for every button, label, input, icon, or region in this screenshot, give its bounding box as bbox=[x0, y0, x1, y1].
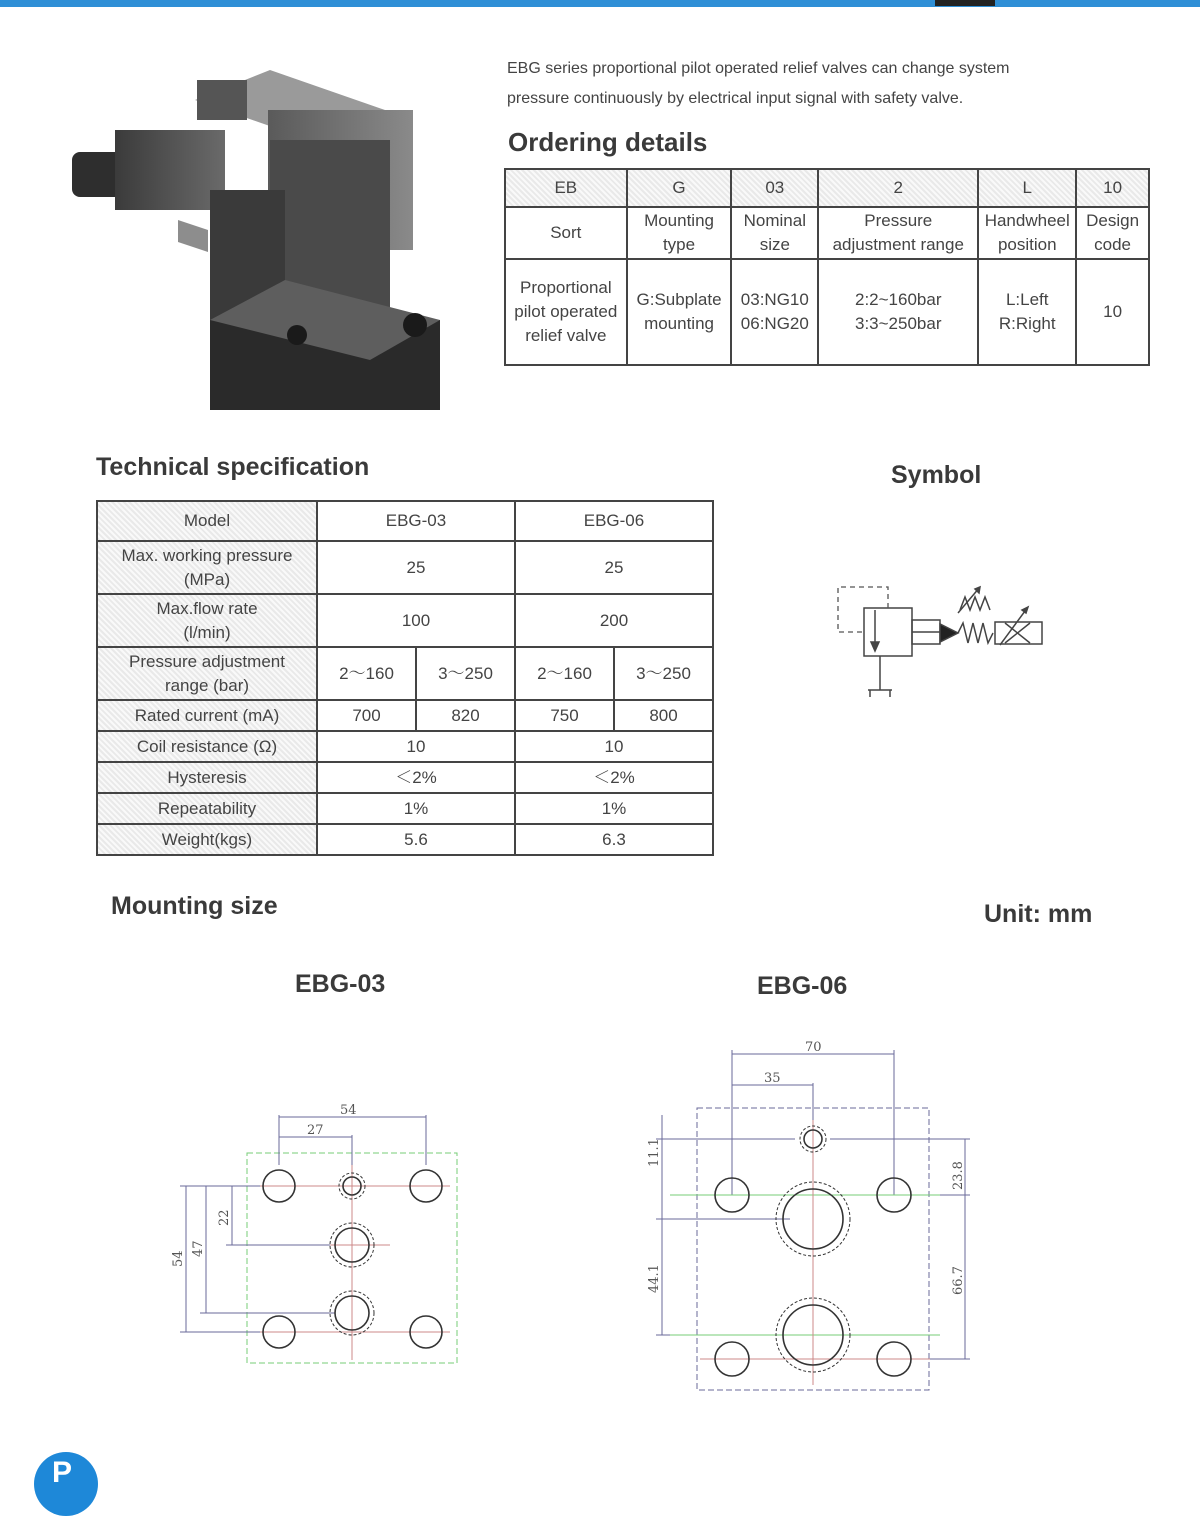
description-line-1: EBG series proportional pilot operated relief valves can change system bbox=[507, 60, 1010, 77]
brand-logo bbox=[34, 1452, 98, 1516]
spec-value: 10 bbox=[515, 731, 713, 762]
code-cell: L bbox=[978, 169, 1076, 207]
spec-value: 10 bbox=[317, 731, 515, 762]
spec-value: ＜2% bbox=[515, 762, 713, 793]
code-row bbox=[505, 169, 1149, 207]
text: Max. working pressure bbox=[121, 545, 293, 565]
dim-54-top: 54 bbox=[340, 1103, 357, 1118]
text: position bbox=[997, 235, 1057, 254]
spec-value: 800 bbox=[614, 700, 713, 731]
valve-product-photo bbox=[60, 70, 450, 420]
row-label: Repeatability bbox=[97, 793, 317, 824]
header-nominal-size bbox=[731, 207, 818, 259]
top-accent-bar bbox=[0, 0, 1200, 7]
dim-54-side: 54 bbox=[171, 1250, 186, 1267]
text: Pressure adjustment bbox=[129, 651, 285, 671]
spec-value: 5.6 bbox=[317, 824, 515, 855]
text: adjustment range bbox=[832, 235, 964, 254]
text: L:Left bbox=[1005, 290, 1049, 309]
dim-11-1: 11.1 bbox=[647, 1138, 662, 1167]
code-cell: EB bbox=[505, 169, 627, 207]
dim-70: 70 bbox=[805, 1040, 822, 1055]
text: G:Subplate bbox=[636, 290, 722, 309]
value-mounting bbox=[627, 259, 732, 365]
text: 3:3~250bar bbox=[855, 314, 942, 333]
text: relief valve bbox=[525, 326, 607, 345]
header-mounting-type bbox=[627, 207, 732, 259]
text: Mounting bbox=[644, 211, 714, 230]
code-cell: G bbox=[627, 169, 732, 207]
value-size bbox=[731, 259, 818, 365]
row-label: Hysteresis bbox=[97, 762, 317, 793]
top-tab-marker bbox=[935, 0, 995, 6]
description-line-2: pressure continuously by electrical input signal with safety valve. bbox=[507, 90, 964, 107]
dim-66-7: 66.7 bbox=[951, 1266, 966, 1295]
row-label bbox=[97, 647, 317, 700]
text: Handwheel bbox=[984, 211, 1070, 230]
text: range (bar) bbox=[164, 675, 250, 695]
text: 06:NG20 bbox=[740, 314, 809, 333]
text: code bbox=[1094, 235, 1132, 254]
model-ebg06: EBG-06 bbox=[515, 501, 713, 541]
dim-44-1: 44.1 bbox=[647, 1264, 662, 1293]
header-row bbox=[505, 207, 1149, 259]
spec-value: 2～160 bbox=[317, 647, 416, 700]
spec-value: ＜2% bbox=[317, 762, 515, 793]
spec-value: 700 bbox=[317, 700, 416, 731]
spec-value: 750 bbox=[515, 700, 614, 731]
row-label: Rated current (mA) bbox=[97, 700, 317, 731]
header-handwheel bbox=[978, 207, 1076, 259]
code-cell: 03 bbox=[731, 169, 818, 207]
technical-spec-heading: Technical specification bbox=[96, 453, 370, 481]
text: type bbox=[662, 235, 696, 254]
dim-23-8: 23.8 bbox=[951, 1161, 966, 1190]
text: Proportional bbox=[519, 278, 612, 297]
spec-value: 2～160 bbox=[515, 647, 614, 700]
spec-value: 100 bbox=[317, 594, 515, 647]
text: (l/min) bbox=[183, 622, 231, 642]
dim-27: 27 bbox=[307, 1123, 324, 1138]
header-design-code bbox=[1076, 207, 1149, 259]
model-label: Model bbox=[97, 501, 317, 541]
spec-value: 25 bbox=[515, 541, 713, 594]
text: R:Right bbox=[998, 314, 1056, 333]
code-cell: 2 bbox=[818, 169, 978, 207]
header-sort bbox=[505, 207, 627, 259]
hydraulic-symbol-diagram bbox=[830, 575, 1050, 705]
symbol-heading: Symbol bbox=[891, 461, 982, 489]
spec-value: 820 bbox=[416, 700, 515, 731]
ebg06-mounting-drawing bbox=[640, 1035, 980, 1395]
mounting-size-heading: Mounting size bbox=[111, 892, 278, 920]
spec-value: 3～250 bbox=[416, 647, 515, 700]
text: mounting bbox=[644, 314, 714, 333]
spec-value: 1% bbox=[317, 793, 515, 824]
text: pilot operated bbox=[514, 302, 618, 321]
ebg03-mounting-drawing bbox=[160, 1095, 470, 1375]
value-pressure bbox=[818, 259, 978, 365]
row-label bbox=[97, 594, 317, 647]
row-label: Coil resistance (Ω) bbox=[97, 731, 317, 762]
code-cell: 10 bbox=[1076, 169, 1149, 207]
value-handwheel bbox=[978, 259, 1076, 365]
row-label: Weight(kgs) bbox=[97, 824, 317, 855]
text: size bbox=[759, 235, 790, 254]
dim-47: 47 bbox=[191, 1240, 206, 1257]
ebg03-heading: EBG-03 bbox=[295, 970, 386, 998]
spec-value: 200 bbox=[515, 594, 713, 647]
text: Sort bbox=[550, 223, 582, 242]
text: 10 bbox=[1103, 302, 1123, 321]
brand-logo-letter: P bbox=[52, 1456, 73, 1489]
value-design-code bbox=[1076, 259, 1149, 365]
value-sort bbox=[505, 259, 627, 365]
header-pressure-range bbox=[818, 207, 978, 259]
text: Nominal bbox=[743, 211, 806, 230]
text: Design bbox=[1086, 211, 1140, 230]
ebg06-heading: EBG-06 bbox=[757, 972, 848, 1000]
text: Pressure bbox=[864, 211, 933, 230]
unit-label: Unit: mm bbox=[984, 900, 1093, 928]
technical-spec-table bbox=[96, 500, 714, 856]
spec-value: 3～250 bbox=[614, 647, 713, 700]
text: 2:2~160bar bbox=[855, 290, 942, 309]
dim-35: 35 bbox=[764, 1071, 781, 1086]
spec-value: 25 bbox=[317, 541, 515, 594]
ordering-details-table bbox=[504, 168, 1150, 366]
text: 03:NG10 bbox=[740, 290, 809, 309]
ordering-details-heading: Ordering details bbox=[508, 127, 708, 157]
text: Max.flow rate bbox=[156, 598, 258, 618]
dim-22: 22 bbox=[217, 1209, 232, 1226]
model-ebg03: EBG-03 bbox=[317, 501, 515, 541]
product-description bbox=[507, 54, 1107, 114]
row-label bbox=[97, 541, 317, 594]
value-row bbox=[505, 259, 1149, 365]
spec-value: 6.3 bbox=[515, 824, 713, 855]
text: (MPa) bbox=[183, 569, 231, 589]
spec-value: 1% bbox=[515, 793, 713, 824]
